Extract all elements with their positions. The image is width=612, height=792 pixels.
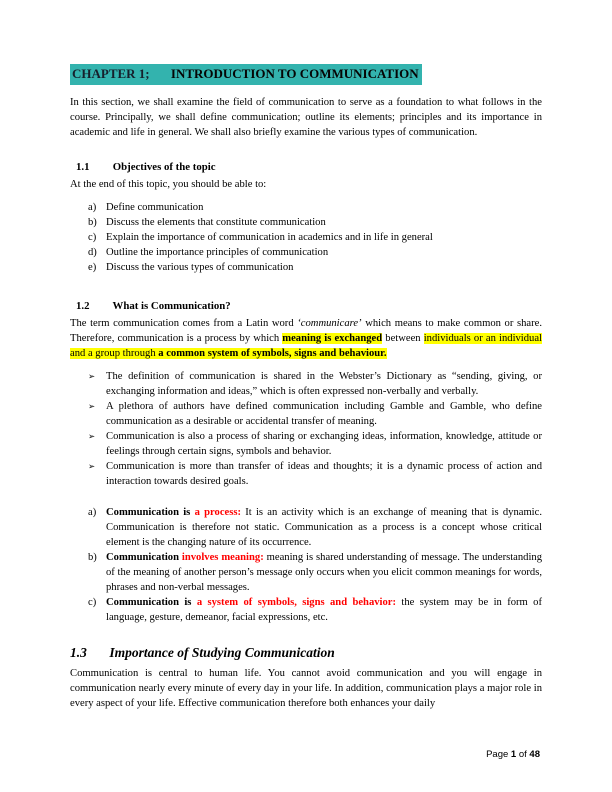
- definition-item: [70, 550, 542, 595]
- definition-lettered-list: [70, 505, 542, 625]
- list-item: [70, 245, 542, 260]
- page-content: [70, 64, 542, 719]
- list-marker: d): [88, 247, 97, 258]
- list-item: [70, 200, 542, 215]
- section-number: 1.2: [76, 300, 90, 312]
- definition-text: Communication is a system of symbols, signs and behavior: the system may be in form of language, gesture, demeanor, facial expressions, etc.: [106, 597, 542, 623]
- section-number: 1.3: [70, 645, 87, 660]
- list-text: Define communication: [106, 202, 204, 213]
- arrow-bullet-icon: ➢: [88, 432, 96, 442]
- chapter-title: [70, 64, 542, 85]
- bullet-text: The definition of communication is shared in the Webster’s Dictionary as “sending, giving, or exchanging information and ideas,” which is often expressed non-verbally and verbally.: [106, 371, 542, 397]
- list-marker: c): [88, 597, 97, 608]
- page-footer: Page 1 of 48: [486, 749, 540, 760]
- list-marker: b): [88, 552, 97, 563]
- intro-paragraph: In this section, we shall examine the field of communication to serve as a foundation to what follows in the course. Principally, we shall define communication; outline its elements; principles and its importance in academic and life in general. We shall also briefly examine the various types of communication.: [70, 97, 542, 138]
- objectives-lead: At the end of this topic, you should be able to:: [70, 179, 267, 190]
- definition-text: Communication involves meaning: meaning is shared understanding of message. The understanding of the meaning of another person’s message only occurs when you elicit common meanings for words, phrases and non-verbal messages.: [106, 552, 542, 593]
- list-item: [70, 230, 542, 245]
- bullet-item: [70, 429, 542, 459]
- objectives-list: [70, 200, 542, 275]
- list-marker: c): [88, 232, 97, 243]
- definition-bullet-list: [70, 369, 542, 489]
- list-marker: a): [88, 507, 97, 518]
- list-marker: b): [88, 217, 97, 228]
- list-marker: e): [88, 262, 97, 273]
- list-item: [70, 215, 542, 230]
- definition-text: Communication is a process: It is an activity which is an exchange of meaning that is dynamic. Communication is therefore not static. Communication as a process is a concept whose critical element is the changing nature of its occurrence.: [106, 507, 542, 548]
- importance-paragraph: Communication is central to human life. You cannot avoid communication and you will engage in communication nearly every minute of every day in your life. In addition, communication plays a major role in every aspect of your life. Effective communication therefore both enhances your daily: [70, 668, 542, 709]
- arrow-bullet-icon: ➢: [88, 372, 96, 382]
- bullet-item: [70, 459, 542, 489]
- bullet-item: [70, 399, 542, 429]
- bullet-item: [70, 369, 542, 399]
- definition-paragraph: The term communication comes from a Latin word ‘communicare’ which means to make common or share. Therefore, communication is a process by which meaning is exchanged between individuals or an individual and a group through a common system of symbols, signs and behaviour.: [70, 318, 542, 359]
- list-text: Explain the importance of communication in academics and in life in general: [106, 232, 433, 243]
- section-title: Objectives of the topic: [112, 161, 216, 173]
- section-heading-objectives: [70, 160, 542, 175]
- list-text: Outline the importance principles of communication: [106, 247, 329, 258]
- definition-item: [70, 595, 542, 625]
- list-text: Discuss the elements that constitute communication: [106, 217, 326, 228]
- section-heading-what-is: [70, 299, 542, 314]
- section-title: Importance of Studying Communication: [109, 645, 335, 660]
- section-heading-importance: [70, 645, 542, 660]
- bullet-text: A plethora of authors have defined communication including Gamble and Gamble, who define communication as a desirable or accidental transfer of meaning.: [106, 401, 542, 427]
- bullet-text: Communication is more than transfer of ideas and thoughts; it is a dynamic process of action and interaction towards desired goals.: [106, 461, 542, 487]
- arrow-bullet-icon: ➢: [88, 462, 96, 472]
- chapter-heading: INTRODUCTION TO COMMUNICATION: [170, 66, 419, 81]
- arrow-bullet-icon: ➢: [88, 402, 96, 412]
- list-marker: a): [88, 202, 97, 213]
- definition-item: [70, 505, 542, 550]
- chapter-title-highlight: [70, 64, 422, 85]
- bullet-text: Communication is also a process of sharing or exchanging ideas, information, knowledge, attitude or feelings through certain signs, symbols and behavior.: [106, 431, 542, 457]
- list-text: Discuss the various types of communication: [106, 262, 294, 273]
- section-number: 1.1: [76, 161, 90, 173]
- chapter-number: CHAPTER 1;: [72, 66, 150, 81]
- list-item: [70, 260, 542, 275]
- section-title: What is Communication?: [112, 300, 231, 312]
